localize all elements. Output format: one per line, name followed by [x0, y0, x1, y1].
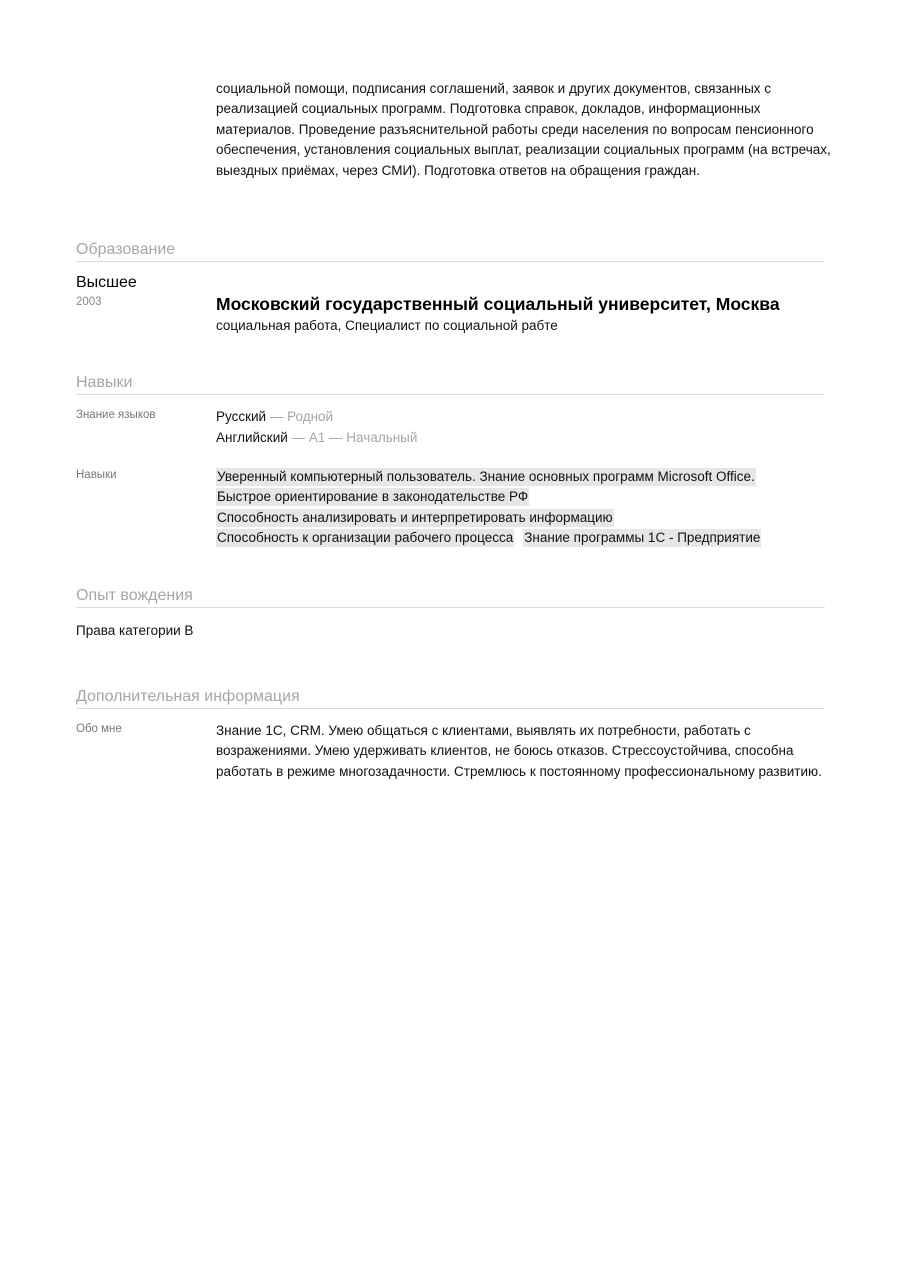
- language-level: — Родной: [266, 409, 334, 424]
- about-label: Обо мне: [76, 723, 122, 735]
- skill-tag: Быстрое ориентирование в законодательстве РФ: [217, 489, 529, 505]
- education-section-title: Образование: [76, 240, 825, 262]
- skills-label: Навыки: [76, 469, 117, 481]
- driving-section-title: Опыт вождения: [76, 586, 825, 608]
- skills-section-title: Навыки: [76, 373, 825, 395]
- skills-list: [216, 467, 836, 549]
- about-text: Знание 1С, CRM. Умею общаться с клиентами, выявлять их потребности, работать с возражениями. Умею удерживать клиентов, не боюсь отказов. Стрессоустойчива, способна работать в режиме многозадачности. Стремлюсь к постоянному профессиональному развитию.: [216, 723, 822, 779]
- skill-tag: Способность анализировать и интерпретировать информацию: [217, 509, 613, 525]
- education-level: Высшее: [76, 274, 137, 291]
- education-specialty: социальная работа, Специалист по социальной рабте: [216, 318, 558, 333]
- language-name: Английский: [216, 429, 288, 445]
- experience-description: социальной помощи, подписания соглашений, заявок и других документов, связанных с реализацией социальных программ. Подготовка справок, докладов, информационных материалов. Проведение разъяснительной работы среди населения по вопросам пенсионного обеспечения, установления социальных выплат, реализации социальных программ (на встречах, выездных приёмах, через СМИ). Подготовка ответов на обращения граждан.: [216, 81, 831, 178]
- skill-tag: Знание программы 1С - Предприятие: [524, 530, 761, 546]
- education-year: 2003: [76, 296, 102, 308]
- languages-list: [216, 407, 828, 448]
- university-name: Московский государственный социальный университет, Москва: [216, 294, 780, 314]
- languages-label: Знание языков: [76, 409, 156, 421]
- language-item: [216, 428, 828, 449]
- language-level: — A1 — Начальный: [287, 429, 418, 445]
- skill-tag: Способность к организации рабочего процесса: [217, 530, 514, 546]
- skill-tag: Уверенный компьютерный пользователь. Знание основных программ Microsoft Office.: [217, 469, 755, 484]
- driving-license: Права категории B: [76, 623, 194, 638]
- additional-section-title: Дополнительная информация: [76, 687, 825, 709]
- language-item: [216, 407, 828, 428]
- language-name: Русский: [216, 409, 267, 424]
